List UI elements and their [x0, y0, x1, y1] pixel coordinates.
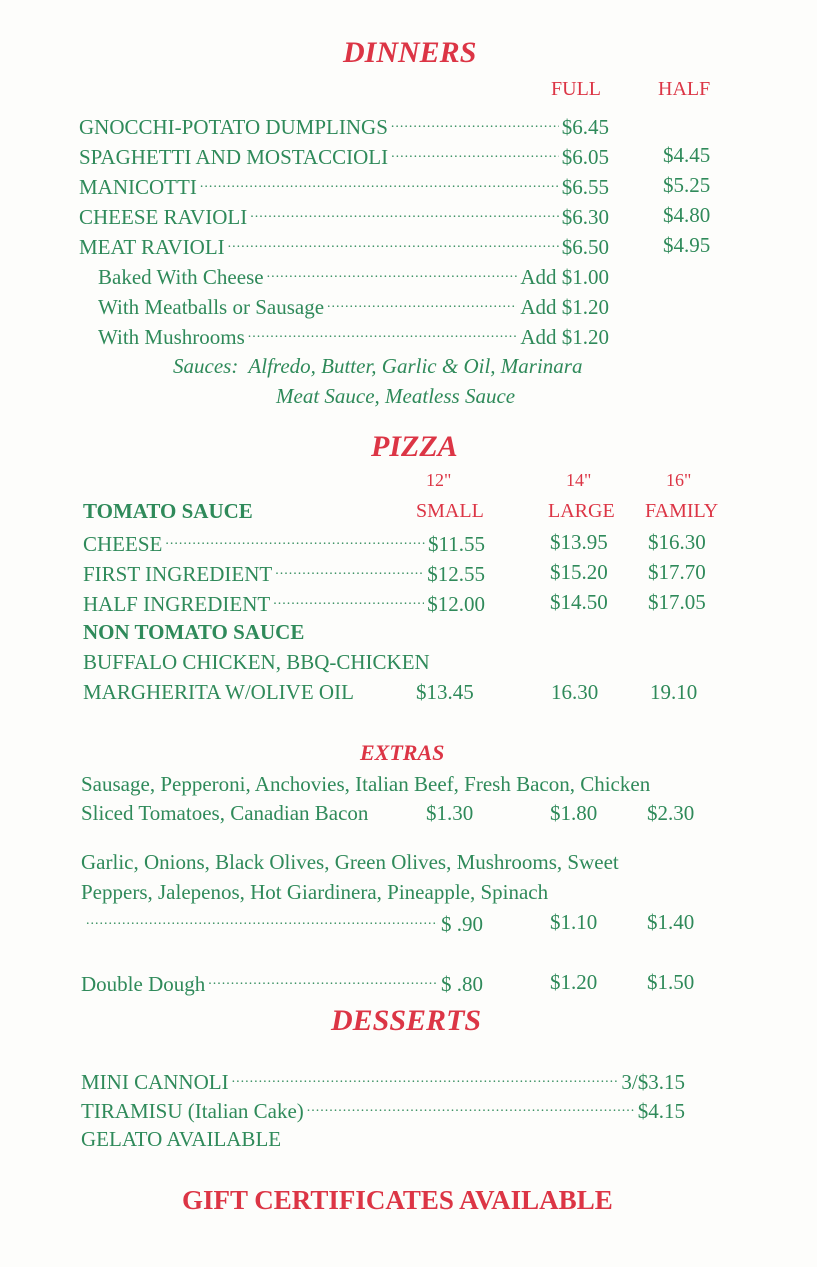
dinner-item: [79, 203, 609, 230]
extras-dough-large: $1.20: [550, 970, 598, 994]
pizza-item-small: $11.55: [428, 532, 485, 556]
pizza-item-small: $12.00: [427, 592, 485, 616]
pizza-item-large: $14.50: [550, 590, 608, 614]
desserts-heading: DESSERTS: [331, 1004, 482, 1037]
extras-group2-line-1: Garlic, Onions, Black Olives, Green Olives, Mushrooms, Sweet: [81, 850, 619, 874]
dinner-item-full: $6.50: [561, 235, 609, 259]
pizza-item-family: $16.30: [648, 530, 706, 554]
extras-group1-line-2: Sliced Tomatoes, Canadian Bacon: [81, 801, 369, 825]
dinners-col-half: HALF: [658, 78, 711, 100]
dinner-addon: [98, 293, 609, 320]
pizza-size-large-inches: 14": [566, 470, 592, 490]
dinner-addon-name: With Mushrooms: [98, 325, 245, 349]
dessert-item: [81, 1068, 685, 1095]
dinner-addon-price: Add $1.20: [520, 325, 609, 349]
pizza-item-large: $13.95: [550, 530, 608, 554]
pizza-heading: PIZZA: [371, 430, 458, 463]
pizza-size-small-inches: 12": [426, 470, 452, 490]
dinner-item-name: CHEESE RAVIOLI: [79, 205, 248, 229]
non-tomato-small: $13.45: [416, 680, 474, 704]
pizza-item: [83, 530, 485, 557]
pizza-size-family-inches: 16": [666, 470, 692, 490]
tomato-sauce-heading: TOMATO SAUCE: [83, 499, 253, 523]
non-tomato-sauce-heading: NON TOMATO SAUCE: [83, 620, 305, 644]
extras-group2-small: $ .90: [441, 912, 483, 936]
dinner-item-name: MANICOTTI: [79, 175, 197, 199]
extras-dough-name: Double Dough: [81, 972, 206, 996]
dinner-addon-price: Add $1.00: [520, 265, 609, 289]
dinner-item-half: $4.45: [663, 143, 711, 167]
dinner-item: [79, 233, 609, 260]
dinner-addon: [98, 323, 609, 350]
dinner-item-name: GNOCCHI-POTATO DUMPLINGS: [79, 115, 388, 139]
dinner-item-name: SPAGHETTI AND MOSTACCIOLI: [79, 145, 389, 169]
pizza-item-name: FIRST INGREDIENT: [83, 562, 273, 586]
dinners-heading: DINNERS: [343, 36, 477, 69]
sauces-line-2: Meat Sauce, Meatless Sauce: [276, 384, 516, 408]
dinner-addon: [98, 263, 609, 290]
extras-group1-family: $2.30: [647, 801, 695, 825]
dessert-item-name: MINI CANNOLI: [81, 1070, 229, 1094]
non-tomato-line-1: BUFFALO CHICKEN, BBQ-CHICKEN: [83, 650, 430, 674]
non-tomato-family: 19.10: [650, 680, 698, 704]
dinner-item-full: $6.45: [561, 115, 609, 139]
pizza-item-family: $17.05: [648, 590, 706, 614]
extras-dough-small: $ .80: [441, 972, 483, 996]
dinner-item-full: $6.30: [561, 205, 609, 229]
pizza-item-family: $17.70: [648, 560, 706, 584]
extras-group1-line-1: Sausage, Pepperoni, Anchovies, Italian Beef, Fresh Bacon, Chicken: [81, 772, 651, 796]
pizza-size-small-label: SMALL: [416, 500, 484, 522]
extras-group2-family: $1.40: [647, 910, 695, 934]
extras-group2-large: $1.10: [550, 910, 598, 934]
dinner-addon-name: Baked With Cheese: [98, 265, 264, 289]
dinner-item-half: $4.80: [663, 203, 711, 227]
dinner-item: [79, 173, 609, 200]
pizza-item-large: $15.20: [550, 560, 608, 584]
non-tomato-large: 16.30: [551, 680, 599, 704]
pizza-item-small: $12.55: [427, 562, 485, 586]
extras-dough-family: $1.50: [647, 970, 695, 994]
pizza-item-name: HALF INGREDIENT: [83, 592, 271, 616]
pizza-item: [83, 590, 485, 617]
dinner-item: [79, 113, 609, 140]
pizza-item: [83, 560, 485, 587]
extras-group2-prices: [86, 910, 483, 937]
dinners-col-full: FULL: [551, 78, 601, 100]
dessert-item-price: 3/$3.15: [621, 1070, 685, 1094]
dinner-addon-name: With Meatballs or Sausage: [98, 295, 325, 319]
dinner-item-full: $6.55: [561, 175, 609, 199]
extras-group1-large: $1.80: [550, 801, 598, 825]
dinner-item-half: $5.25: [663, 173, 711, 197]
dinner-item-full: $6.05: [561, 145, 609, 169]
extras-group1-small: $1.30: [426, 801, 474, 825]
pizza-size-large-label: LARGE: [548, 500, 615, 522]
dessert-item-name: TIRAMISU (Italian Cake): [81, 1099, 304, 1123]
non-tomato-line-2: MARGHERITA W/OLIVE OIL: [83, 680, 354, 704]
dinner-item: [79, 143, 609, 170]
dessert-item-price: $4.15: [637, 1099, 685, 1123]
gelato-available: GELATO AVAILABLE: [81, 1127, 282, 1151]
extras-double-dough: [81, 970, 483, 997]
extras-heading: EXTRAS: [360, 740, 445, 765]
pizza-size-family-label: FAMILY: [645, 500, 719, 522]
extras-group2-line-2: Peppers, Jalepenos, Hot Giardinera, Pineapple, Spinach: [81, 880, 549, 904]
dessert-item: [81, 1097, 685, 1124]
dinner-item-name: MEAT RAVIOLI: [79, 235, 225, 259]
pizza-item-name: CHEESE: [83, 532, 163, 556]
gift-certificates-banner: GIFT CERTIFICATES AVAILABLE: [182, 1185, 613, 1215]
dinner-item-half: $4.95: [663, 233, 711, 257]
sauces-line-1: Sauces: Alfredo, Butter, Garlic & Oil, Marinara: [173, 354, 583, 378]
dinner-addon-price: Add $1.20: [520, 295, 609, 319]
